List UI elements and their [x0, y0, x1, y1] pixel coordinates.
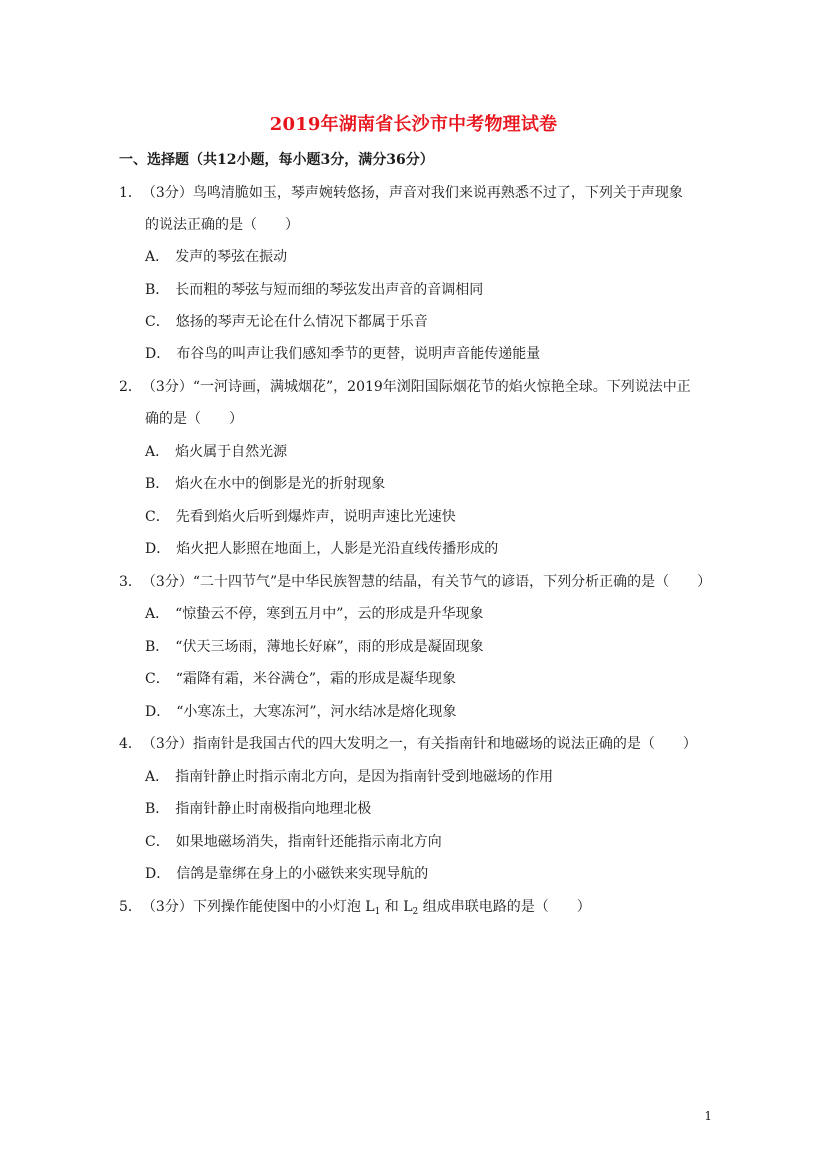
option-letter: A． [145, 444, 170, 460]
option-text: “惊蛰云不停，寒到五月中”，云的形成是升华现象 [175, 606, 484, 622]
question-5-text-mid: 和 L [380, 899, 413, 915]
option-text: 发声的琴弦在振动 [175, 249, 288, 265]
option-letter: A． [145, 249, 170, 265]
question-1-line1 [119, 183, 683, 203]
question-2-line1 [119, 377, 691, 397]
option-text: “霜降有霜，米谷满仓”，霜的形成是凝华现象 [175, 671, 457, 687]
question-2-score: （3分） [141, 379, 193, 395]
question-2-number: 2． [119, 379, 142, 395]
option-letter: A． [145, 769, 170, 785]
option-letter: B． [145, 801, 170, 817]
option-text: 焰火把人影照在地面上，人影是光沿直线传播形成的 [176, 541, 499, 557]
option-text: 信鸽是靠绑在身上的小磁铁来实现导航的 [176, 866, 429, 882]
question-3-option-a [145, 604, 483, 624]
option-text: 长而粗的琴弦与短而细的琴弦发出声音的音调相同 [175, 282, 484, 298]
option-text: 焰火在水中的倒影是光的折射现象 [175, 476, 386, 492]
subscript-2: 2 [412, 907, 419, 917]
question-4-number: 4． [119, 736, 142, 752]
option-letter: C． [145, 671, 170, 687]
question-5-text-post: 组成串联电路的是（ ） [418, 899, 591, 915]
question-3-text: “二十四节气”是中华民族智慧的结晶，有关节气的谚语，下列分析正确的是（ ） [192, 574, 712, 590]
option-letter: A． [145, 606, 170, 622]
option-letter: D． [145, 541, 171, 557]
question-4-option-d [145, 864, 428, 884]
page-number: 1 [704, 1109, 712, 1123]
question-2-option-c [145, 507, 456, 527]
question-1-text: 鸟鸣清脆如玉，琴声婉转悠扬，声音对我们来说再熟悉不过了，下列关于声现象 [192, 185, 683, 201]
subscript-1: 1 [374, 907, 381, 917]
question-5-text-pre: 下列操作能使图中的小灯泡 L [192, 899, 375, 915]
option-text: “伏天三场雨，薄地长好麻”，雨的形成是凝固现象 [175, 639, 484, 655]
option-text: 焰火属于自然光源 [175, 444, 288, 460]
question-3-number: 3． [119, 574, 142, 590]
question-5-score: （3分） [141, 899, 193, 915]
option-letter: B． [145, 282, 170, 298]
question-5-line1 [119, 897, 591, 917]
question-1-line2: 的说法正确的是（ ） [145, 217, 299, 233]
question-2-option-a [145, 442, 287, 462]
question-1-score: （3分） [141, 185, 193, 201]
option-text: 如果地磁场消失，指南针还能指示南北方向 [175, 834, 442, 850]
section-heading: 一、选择题（共12小题，每小题3分，满分36分） [119, 152, 434, 168]
question-3-line1 [119, 572, 711, 592]
option-text: “小寒冻土，大寒冻河”，河水结冰是熔化现象 [176, 704, 457, 720]
option-letter: D． [145, 866, 171, 882]
question-2-option-b [145, 474, 385, 494]
option-letter: B． [145, 476, 170, 492]
question-2-text: “一河诗画，满城烟花”，2019年浏阳国际烟花节的焰火惊艳全球。下列说法中正 [192, 379, 691, 395]
question-1-option-d [145, 344, 540, 364]
option-text: 布谷鸟的叫声让我们感知季节的更替，说明声音能传递能量 [176, 346, 541, 362]
option-text: 悠扬的琴声无论在什么情况下都属于乐音 [175, 314, 428, 330]
question-1-option-a [145, 247, 287, 267]
option-text: 先看到焰火后听到爆炸声，说明声速比光速快 [175, 509, 456, 525]
option-text: 指南针静止时南极指向地理北极 [175, 801, 372, 817]
question-5-number: 5． [119, 899, 142, 915]
question-3-score: （3分） [141, 574, 193, 590]
question-4-line1 [119, 734, 697, 754]
question-1-option-c [145, 312, 428, 332]
question-2-option-d [145, 539, 498, 559]
question-2-line2: 确的是（ ） [145, 411, 243, 427]
question-4-option-b [145, 799, 371, 819]
option-letter: D． [145, 346, 171, 362]
option-letter: B． [145, 639, 170, 655]
question-4-text: 指南针是我国古代的四大发明之一，有关指南针和地磁场的说法正确的是（ ） [192, 736, 697, 752]
question-1-option-b [145, 280, 483, 300]
question-3-option-d [145, 702, 457, 722]
question-1-number: 1． [119, 185, 142, 201]
option-letter: C． [145, 314, 170, 330]
question-3-option-c [145, 669, 456, 689]
option-letter: D． [145, 704, 171, 720]
option-letter: C． [145, 834, 170, 850]
option-text: 指南针静止时指示南北方向，是因为指南针受到地磁场的作用 [175, 769, 554, 785]
question-4-option-c [145, 832, 442, 852]
document-title: 2019年湖南省长沙市中考物理试卷 [269, 114, 558, 135]
question-4-score: （3分） [141, 736, 193, 752]
question-4-option-a [145, 767, 553, 787]
question-3-option-b [145, 637, 484, 657]
option-letter: C． [145, 509, 170, 525]
